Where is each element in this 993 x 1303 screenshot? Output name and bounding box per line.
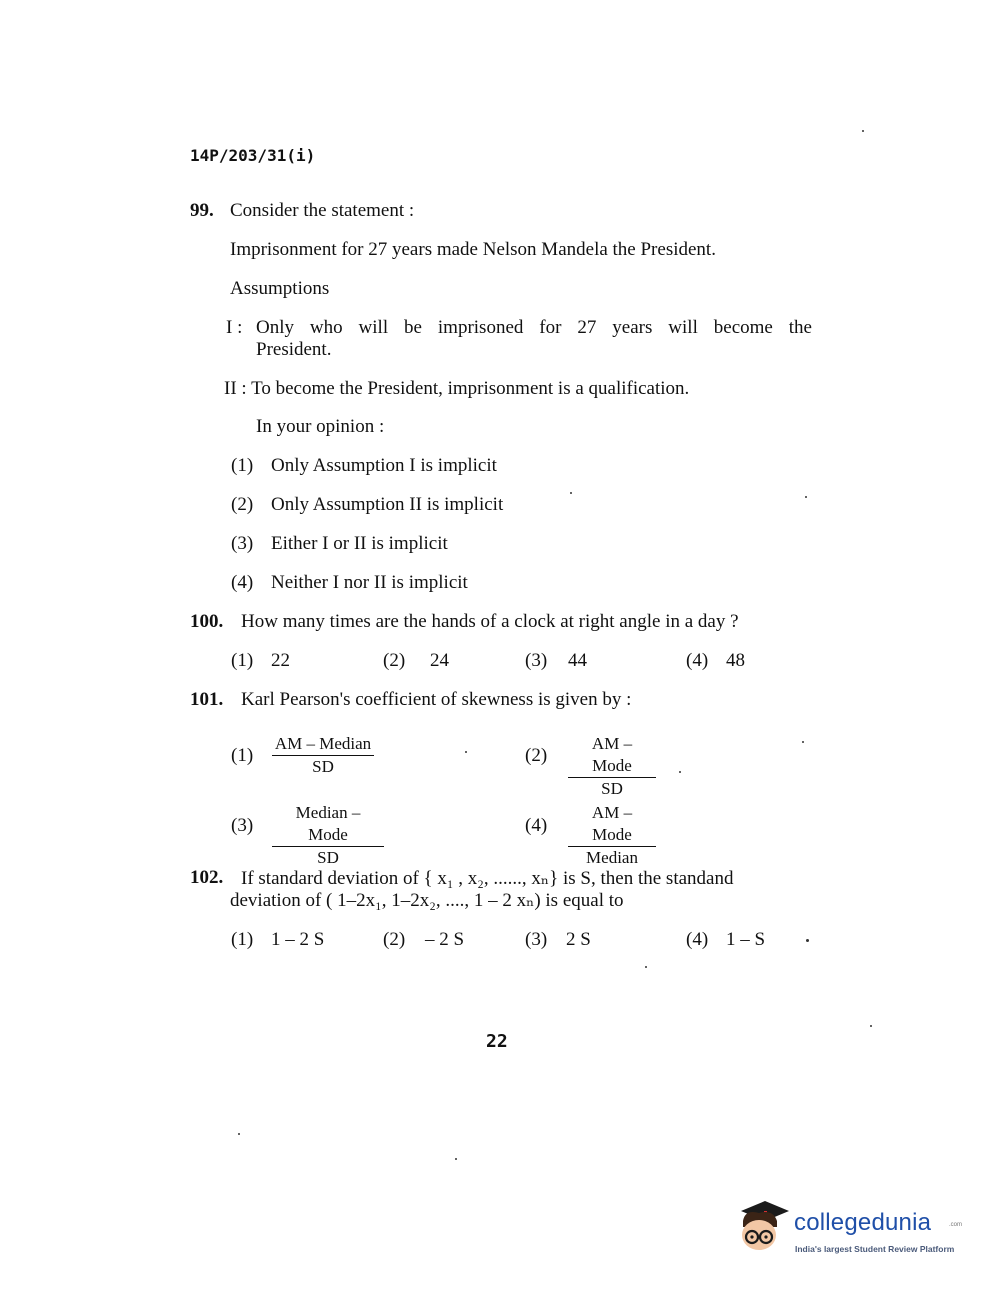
option-text: Only Assumption I is implicit	[271, 455, 497, 476]
page-number: 22	[486, 1031, 508, 1052]
scan-speck	[806, 939, 809, 942]
option-text: 1 – S	[726, 929, 766, 950]
option-number: (3)	[525, 929, 548, 950]
option-number: (1)	[231, 929, 254, 950]
option-text: Neither I nor II is implicit	[271, 572, 468, 593]
fraction-numerator: Median – Mode	[272, 802, 384, 847]
option-number: (1)	[231, 650, 254, 671]
assumption-1-line-2: President.	[256, 339, 332, 360]
scan-speck	[465, 751, 467, 753]
fraction-numerator: AM – Median	[272, 733, 374, 756]
option-number: (4)	[686, 650, 709, 671]
assumption-1-label: I :	[226, 317, 243, 338]
option-text: 24	[430, 650, 449, 671]
scan-speck	[455, 1158, 457, 1160]
scan-speck	[645, 966, 647, 968]
fraction-option-1	[272, 733, 374, 778]
question-number: 100.	[190, 611, 224, 632]
question-text-line-1: If standard deviation of { x₁ , x₂, ......, xₙ} is S, then the standand	[241, 868, 734, 889]
question-text: Karl Pearson's coefficient of skewness is given by :	[241, 689, 632, 710]
scan-speck	[238, 1133, 240, 1135]
option-number: (2)	[383, 650, 406, 671]
fraction-option-4	[568, 802, 656, 869]
logo-domain-suffix: .com	[949, 1222, 963, 1228]
option-text: 44	[568, 650, 587, 671]
question-number: 99.	[190, 200, 214, 221]
option-number: (3)	[231, 815, 254, 836]
assumption-2: II : To become the President, imprisonment is a qualification.	[224, 378, 690, 399]
scan-speck	[805, 496, 807, 498]
fraction-denominator: SD	[601, 779, 623, 798]
scan-speck	[802, 741, 804, 743]
option-number: (1)	[231, 745, 254, 766]
option-number: (2)	[525, 745, 548, 766]
option-number: (2)	[383, 929, 406, 950]
scan-speck	[570, 492, 572, 494]
option-text: 48	[726, 650, 745, 671]
fraction-denominator: SD	[317, 848, 339, 867]
logo-tagline: India's largest Student Review Platform	[795, 1244, 955, 1254]
question-text: Consider the statement :	[230, 200, 415, 221]
question-number: 101.	[190, 689, 224, 710]
assumption-1-line-1: Only who will be imprisoned for 27 years will become the	[256, 317, 812, 338]
statement-text: Imprisonment for 27 years made Nelson Mandela the President.	[230, 239, 716, 260]
option-number: (1)	[231, 455, 254, 476]
scan-speck	[679, 771, 681, 773]
page-code: 14P/203/31(i)	[190, 146, 316, 165]
fraction-option-3	[272, 802, 384, 869]
question-number: 102.	[190, 867, 224, 888]
question-text-line-2: deviation of ( 1–2x₁, 1–2x₂, ...., 1 – 2 xₙ) is equal to	[230, 890, 624, 911]
option-text: 2 S	[566, 929, 591, 950]
option-text: – 2 S	[425, 929, 465, 950]
logo-wordmark: collegedunia	[794, 1209, 932, 1236]
fraction-option-2	[568, 733, 656, 800]
scan-speck	[870, 1025, 872, 1027]
fraction-numerator: AM – Mode	[568, 802, 656, 847]
student-mascot-icon	[733, 1197, 791, 1257]
option-number: (2)	[231, 494, 254, 515]
fraction-denominator: Median	[586, 848, 638, 867]
option-number: (3)	[525, 650, 548, 671]
option-number: (4)	[525, 815, 548, 836]
opinion-prompt: In your opinion :	[256, 416, 385, 437]
option-text: Either I or II is implicit	[271, 533, 448, 554]
scan-speck	[862, 130, 864, 132]
option-number: (4)	[231, 572, 254, 593]
option-text: Only Assumption II is implicit	[271, 494, 504, 515]
assumptions-heading: Assumptions	[230, 278, 330, 299]
option-text: 22	[271, 650, 290, 671]
fraction-denominator: SD	[312, 757, 334, 776]
option-number: (4)	[686, 929, 709, 950]
question-text: How many times are the hands of a clock at right angle in a day ?	[241, 611, 739, 632]
fraction-numerator: AM – Mode	[568, 733, 656, 778]
option-text: 1 – 2 S	[271, 929, 325, 950]
option-number: (3)	[231, 533, 254, 554]
